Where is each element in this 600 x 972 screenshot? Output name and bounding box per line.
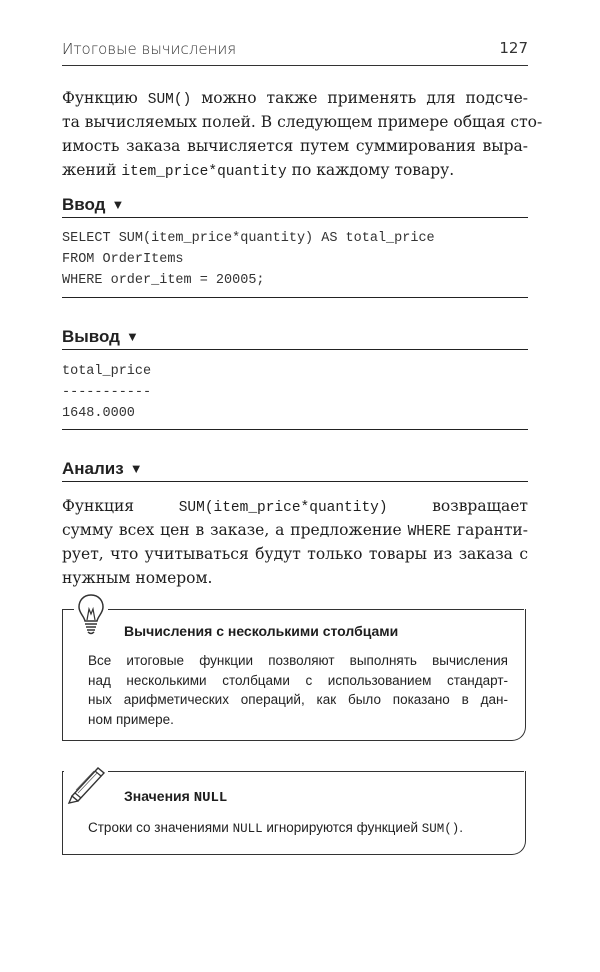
output-heading: Вывод ▼ [62,327,139,346]
code-line: WHERE order_item = 20005; [62,273,265,288]
pencil-icon [64,760,108,804]
code-line: FROM OrderItems [62,252,184,267]
note-line: ных арифметических операций, как было показано в дан- [88,692,508,707]
code-line: ----------- [62,385,152,400]
page-number: 127 [499,39,528,57]
paragraph-line: та вычисляемых полей. В следующем примере общая сто- [62,113,543,131]
paragraph-line: имость заказа вычисляется путем суммирования выра- [62,137,528,155]
tip-note-title: Вычисления с несколькими столбцами [124,623,399,639]
running-title: Итоговые вычисления [62,40,237,58]
paragraph-line: сумму всех цен в заказе, а предложение WHERE гаранти- [62,521,528,540]
null-note-box [62,771,526,855]
input-heading: Ввод ▼ [62,195,125,214]
paragraph-line: жений item_price*quantity по каждому товару. [62,161,455,180]
note-line: над несколькими столбцами с использованием стандарт- [88,672,508,688]
analysis-heading-rule [62,481,528,482]
triangle-down-icon: ▼ [111,197,125,212]
input-code-block [62,228,528,291]
triangle-down-icon: ▼ [129,461,143,476]
code-line: 1648.0000 [62,406,135,421]
output-heading-rule [62,349,528,350]
note-line: Все итоговые функции позволяют выполнять вычисления [88,653,508,668]
input-bottom-rule [62,297,528,298]
paragraph-line: Функцию SUM() можно также применять для подсче- [62,89,528,108]
lightbulb-icon [76,592,106,636]
paragraph-line: рует, что учитываться будут только товары из заказа с [62,545,528,563]
triangle-down-icon: ▼ [125,329,139,344]
code-line: SELECT SUM(item_price*quantity) AS total_price [62,231,435,246]
paragraph-line: Функция SUM(item_price*quantity) возвращает [62,497,528,516]
analysis-paragraph [62,494,528,590]
analysis-heading: Анализ ▼ [62,459,143,478]
note-line: ном примере. [88,711,174,727]
input-heading-rule [62,217,528,218]
tip-note-text [88,651,508,729]
header-rule [62,65,528,66]
output-bottom-rule [62,429,528,430]
null-note-title: Значения NULL [124,788,228,806]
intro-paragraph [62,86,543,182]
output-code-block [62,361,528,424]
paragraph-line: нужным номером. [62,569,213,587]
null-note-text: Строки со значениями NULL игнорируются функцией SUM(). [88,820,464,836]
code-line: total_price [62,364,152,379]
